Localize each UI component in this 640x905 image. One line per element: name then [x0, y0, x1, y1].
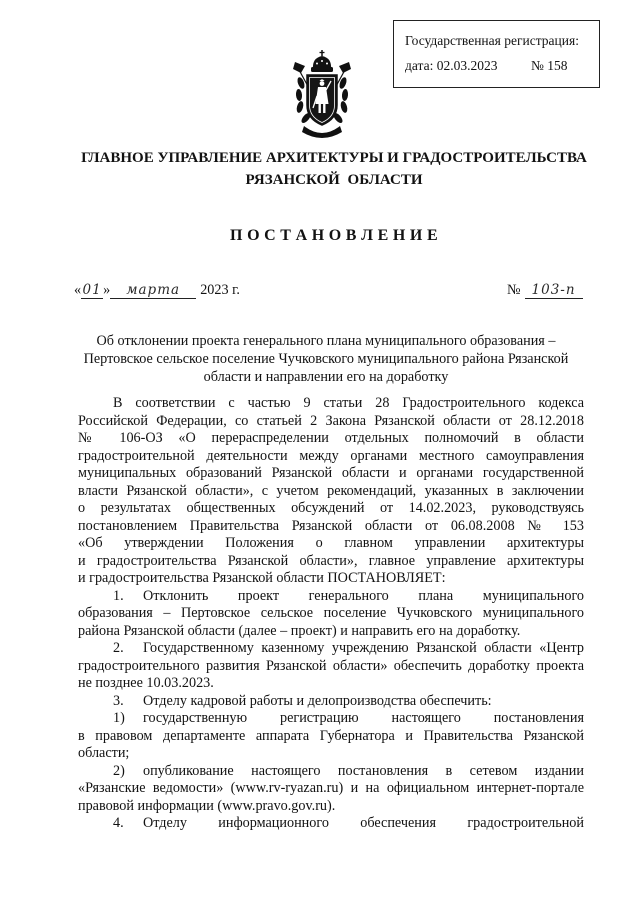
registration-label: Государственная регистрация:	[405, 33, 579, 48]
registration-number: № 158	[531, 58, 568, 73]
list-marker: 1)	[113, 710, 125, 726]
body-line: В соответствии с частью 9 статьи 28 Градостроительного кодекса	[113, 395, 584, 411]
list-item-line	[78, 763, 584, 781]
registration-stamp	[393, 20, 600, 88]
body-line: в правовом департаменте аппарата Губернатора и Правительства Рязанской	[78, 727, 584, 744]
date-year: 2023 г.	[200, 282, 240, 298]
list-item-line	[78, 815, 584, 833]
body-line: Российской Федерации, со статьей 2 Закона Рязанской области от 28.12.2018	[78, 412, 584, 429]
list-item-line	[78, 640, 584, 658]
coat-of-arms-icon	[290, 50, 354, 142]
body-line-text: государственную регистрацию настоящего постановления	[143, 710, 584, 726]
date-day-handwritten: 01	[82, 282, 102, 298]
title-line: Пертовское сельское поселение Чучковского муниципального района Рязанской	[83, 351, 569, 367]
body-line: о результатах общественных обсуждений от 14.02.2023, руководствуясь	[78, 500, 584, 516]
body-line-text: Отделу кадровой работы и делопроизводства обеспечить:	[143, 692, 492, 709]
document-number-handwritten: 103-п	[525, 282, 583, 299]
list-marker: 2)	[113, 762, 125, 779]
document-type: П О С Т А Н О В Л Е Н И Е	[230, 227, 438, 244]
number-sign: №	[507, 282, 521, 298]
document-body	[78, 395, 584, 833]
document-number	[507, 280, 583, 300]
list-item-line	[78, 693, 584, 711]
list-marker: 4.	[113, 815, 124, 831]
body-line: не позднее 10.03.2023.	[78, 675, 214, 691]
title-line: Об отклонении проекта генерального плана муниципального образования –	[96, 333, 556, 349]
issuer-name-line-2: РЯЗАНСКОЙ ОБЛАСТИ	[245, 172, 423, 188]
list-item-line	[78, 588, 584, 606]
body-line-text: Отклонить проект генерального плана муниципального	[143, 587, 584, 604]
registration-date: дата: 02.03.2023	[405, 58, 498, 73]
body-line: власти Рязанской области», с учетом рекомендаций, указанных в заключении	[78, 482, 584, 499]
list-marker: 2.	[113, 640, 124, 656]
body-line: и градостроительства Рязанской области», главное управление архитектуры	[78, 552, 584, 569]
body-line: градостроительной деятельности между органами местного самоуправления	[78, 447, 584, 464]
body-line-text: Государственному казенному учреждению Рязанской области «Центр	[143, 640, 584, 656]
body-line: «Рязанские ведомости» (www.rv-ryazan.ru) и на официальном интернет-портале	[78, 780, 584, 796]
body-line: «Об утверждении Положения о главном управлении архитектуры	[78, 535, 584, 551]
body-line: постановлением Правительства Рязанской области от 06.08.2008 № 153	[78, 517, 584, 534]
list-marker: 3.	[113, 692, 124, 709]
body-line: градостроительного развития Рязанской области» обеспечить доработку проекта	[78, 657, 584, 674]
date-month-handwritten: марта	[110, 282, 196, 299]
body-line: правовой информации (www.pravo.gov.ru).	[78, 797, 336, 814]
date-line	[74, 280, 240, 300]
body-line: и градостроительства Рязанской области ПОСТАНОВЛЯЕТ:	[78, 570, 446, 586]
issuer-name-line-1: ГЛАВНОЕ УПРАВЛЕНИЕ АРХИТЕКТУРЫ И ГРАДОСТРОИТЕЛЬСТВА	[81, 150, 587, 166]
body-line: района Рязанской области (далее – проект) и направить его на доработку.	[78, 622, 521, 639]
date-open-quote: «	[74, 282, 82, 298]
title-line: области и направлении его на доработку	[203, 369, 449, 385]
date-close-quote: »	[103, 282, 111, 298]
body-line: области;	[78, 745, 130, 761]
body-line: № 106-ОЗ «О перераспределении отдельных полномочий в области	[78, 430, 584, 446]
body-line: образования – Пертовское сельское поселение Чучковского муниципального	[78, 605, 584, 621]
body-line: муниципальных образований Рязанской области и органами государственной	[78, 465, 584, 481]
list-item-line	[78, 710, 584, 728]
list-marker: 1.	[113, 587, 124, 604]
body-line-text: опубликование настоящего постановления в сетевом издании	[143, 762, 584, 779]
body-line-text: Отделу информационного обеспечения градостроительной	[143, 815, 584, 831]
document-title	[56, 332, 596, 386]
